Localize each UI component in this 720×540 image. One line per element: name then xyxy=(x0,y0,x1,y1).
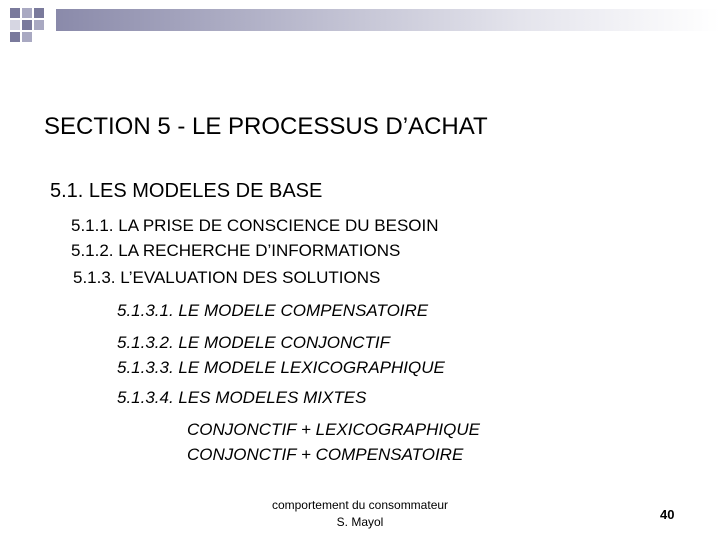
subsection-item: 5.1.2. LA RECHERCHE D’INFORMATIONS xyxy=(71,241,401,260)
slide-title: SECTION 5 - LE PROCESSUS D’ACHAT xyxy=(44,113,488,140)
model-item: 5.1.3.4. LES MODELES MIXTES xyxy=(117,388,367,407)
decor-square xyxy=(10,20,20,30)
footer-course: comportement du consommateur xyxy=(271,498,449,512)
section-heading: 5.1. LES MODELES DE BASE xyxy=(50,180,323,202)
decor-square xyxy=(34,20,44,30)
slide-footer xyxy=(250,497,470,531)
page-number: 40 xyxy=(660,507,675,522)
decor-square xyxy=(34,8,44,18)
mixed-model-item: CONJONCTIF + LEXICOGRAPHIQUE xyxy=(187,420,480,439)
model-item: 5.1.3.1. LE MODELE COMPENSATOIRE xyxy=(117,301,429,320)
decor-square xyxy=(22,20,32,30)
decor-square xyxy=(22,32,32,42)
mixed-model-item: CONJONCTIF + COMPENSATOIRE xyxy=(187,445,464,464)
header-decoration xyxy=(0,0,720,48)
decor-square xyxy=(10,8,20,18)
decor-square xyxy=(10,32,20,42)
decor-square xyxy=(22,8,32,18)
model-item: 5.1.3.3. LE MODELE LEXICOGRAPHIQUE xyxy=(117,358,445,377)
model-item: 5.1.3.2. LE MODELE CONJONCTIF xyxy=(117,333,391,352)
footer-author: S. Mayol xyxy=(336,515,384,529)
subsection-item: 5.1.1. LA PRISE DE CONSCIENCE DU BESOIN xyxy=(71,216,439,235)
header-gradient-bar xyxy=(56,9,720,31)
subsection-item: 5.1.3. L’EVALUATION DES SOLUTIONS xyxy=(73,268,381,287)
